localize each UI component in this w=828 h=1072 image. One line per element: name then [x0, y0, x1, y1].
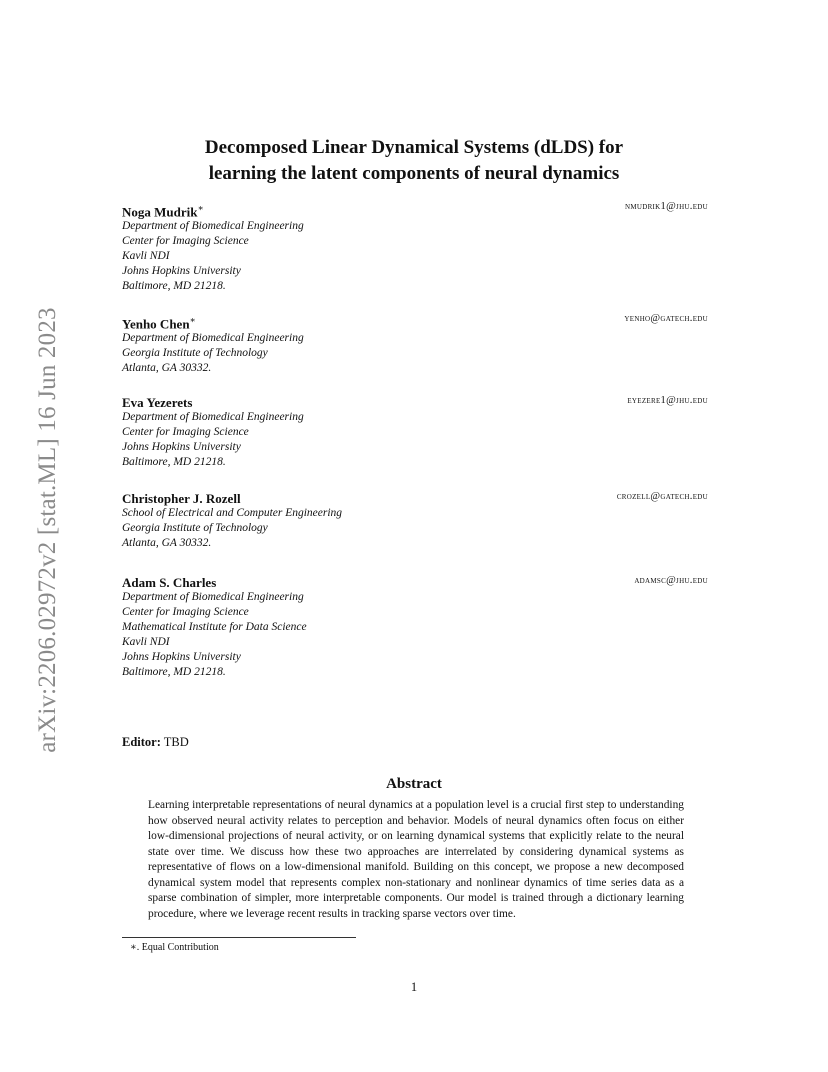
affiliation-line: Center for Imaging Science	[122, 606, 249, 618]
footnote: ∗. Equal Contribution	[130, 942, 219, 953]
author-email[interactable]: yenho@gatech.edu	[624, 313, 708, 324]
equal-contribution-mark: ∗	[189, 315, 196, 325]
title-line-1: Decomposed Linear Dynamical Systems (dLDS) for	[204, 137, 624, 158]
author-name	[122, 313, 708, 331]
affiliation-line: Johns Hopkins University	[122, 265, 241, 278]
affiliation-line: Kavli NDI	[122, 250, 170, 263]
author-name: Christopher J. Rozell	[122, 491, 241, 506]
author-email[interactable]: adamsc@jhu.edu	[634, 575, 708, 586]
author-block	[122, 491, 708, 551]
author-name: Eva Yezerets	[122, 395, 193, 410]
affiliation-line: Johns Hopkins University	[122, 651, 241, 663]
affiliation-line: Georgia Institute of Technology	[122, 347, 268, 360]
affiliation-line: Baltimore, MD 21218.	[122, 456, 226, 468]
editor-label: Editor:	[122, 735, 161, 749]
affiliation-line: Baltimore, MD 21218.	[122, 280, 226, 293]
affiliation-line: Mathematical Institute for Data Science	[122, 621, 307, 633]
abstract-text: Learning interpretable representations of neural dynamics at a population level is a crucial first step to understanding how observed neural activity relates to perception and behavior. Models of neural dynamics often focus on either low-dimensional projections of neural activity, or on learning dynamical systems that explicitly relate to the neural state over time. We discuss how these two approaches are interrelated by considering dynamical systems as representative of flows on a low-dimensional manifold. Building on this concept, we propose a new decomposed dynamical system model that represents complex non-stationary and nonlinear dynamics of time series data as a sparse combination of simpler, more interpretable components. Our model is trained through a dictionary learning procedure, where we leverage recent results in tracking sparse vectors over time.	[148, 799, 684, 920]
affiliation-line: Atlanta, GA 30332.	[122, 362, 212, 375]
affiliation-line: Department of Biomedical Engineering	[122, 332, 304, 345]
author-block	[122, 395, 708, 470]
editor-line	[122, 735, 189, 750]
arxiv-identifier: arXiv:2206.02972v2 [stat.ML] 16 Jun 2023	[34, 307, 61, 753]
affiliation-line: Center for Imaging Science	[122, 235, 249, 248]
affiliation-line: Baltimore, MD 21218.	[122, 666, 226, 678]
author-email[interactable]: crozell@gatech.edu	[616, 491, 708, 502]
affiliation-line: Johns Hopkins University	[122, 441, 241, 453]
author-name-text: Yenho Chen	[122, 316, 190, 332]
title-line-2: learning the latent components of neural dynamics	[208, 163, 620, 184]
affiliation-line: Department of Biomedical Engineering	[122, 220, 304, 233]
author-block	[122, 313, 708, 376]
author-email[interactable]: eyezere1@jhu.edu	[627, 395, 708, 406]
page-number: 1	[410, 980, 418, 994]
author-name-text: Noga Mudrik	[122, 204, 198, 220]
equal-contribution-mark: ∗	[197, 203, 204, 213]
author-name	[122, 201, 708, 219]
affiliation-line: School of Electrical and Computer Engineering	[122, 507, 343, 519]
affiliation-line: Georgia Institute of Technology	[122, 522, 268, 534]
affiliation-line: Atlanta, GA 30332.	[122, 537, 212, 549]
affiliation-line: Center for Imaging Science	[122, 426, 249, 438]
author-block	[122, 575, 708, 680]
author-email[interactable]: nmudrik1@jhu.edu	[624, 201, 708, 212]
author-name: Adam S. Charles	[122, 575, 217, 590]
abstract-heading: Abstract	[386, 776, 442, 792]
affiliation-line: Department of Biomedical Engineering	[122, 411, 304, 423]
affiliation-line: Department of Biomedical Engineering	[122, 591, 304, 603]
footnote-rule	[122, 937, 356, 938]
paper-title	[0, 135, 828, 187]
affiliation-line: Kavli NDI	[122, 636, 170, 648]
author-block	[122, 201, 708, 294]
editor-value: TBD	[163, 735, 189, 749]
